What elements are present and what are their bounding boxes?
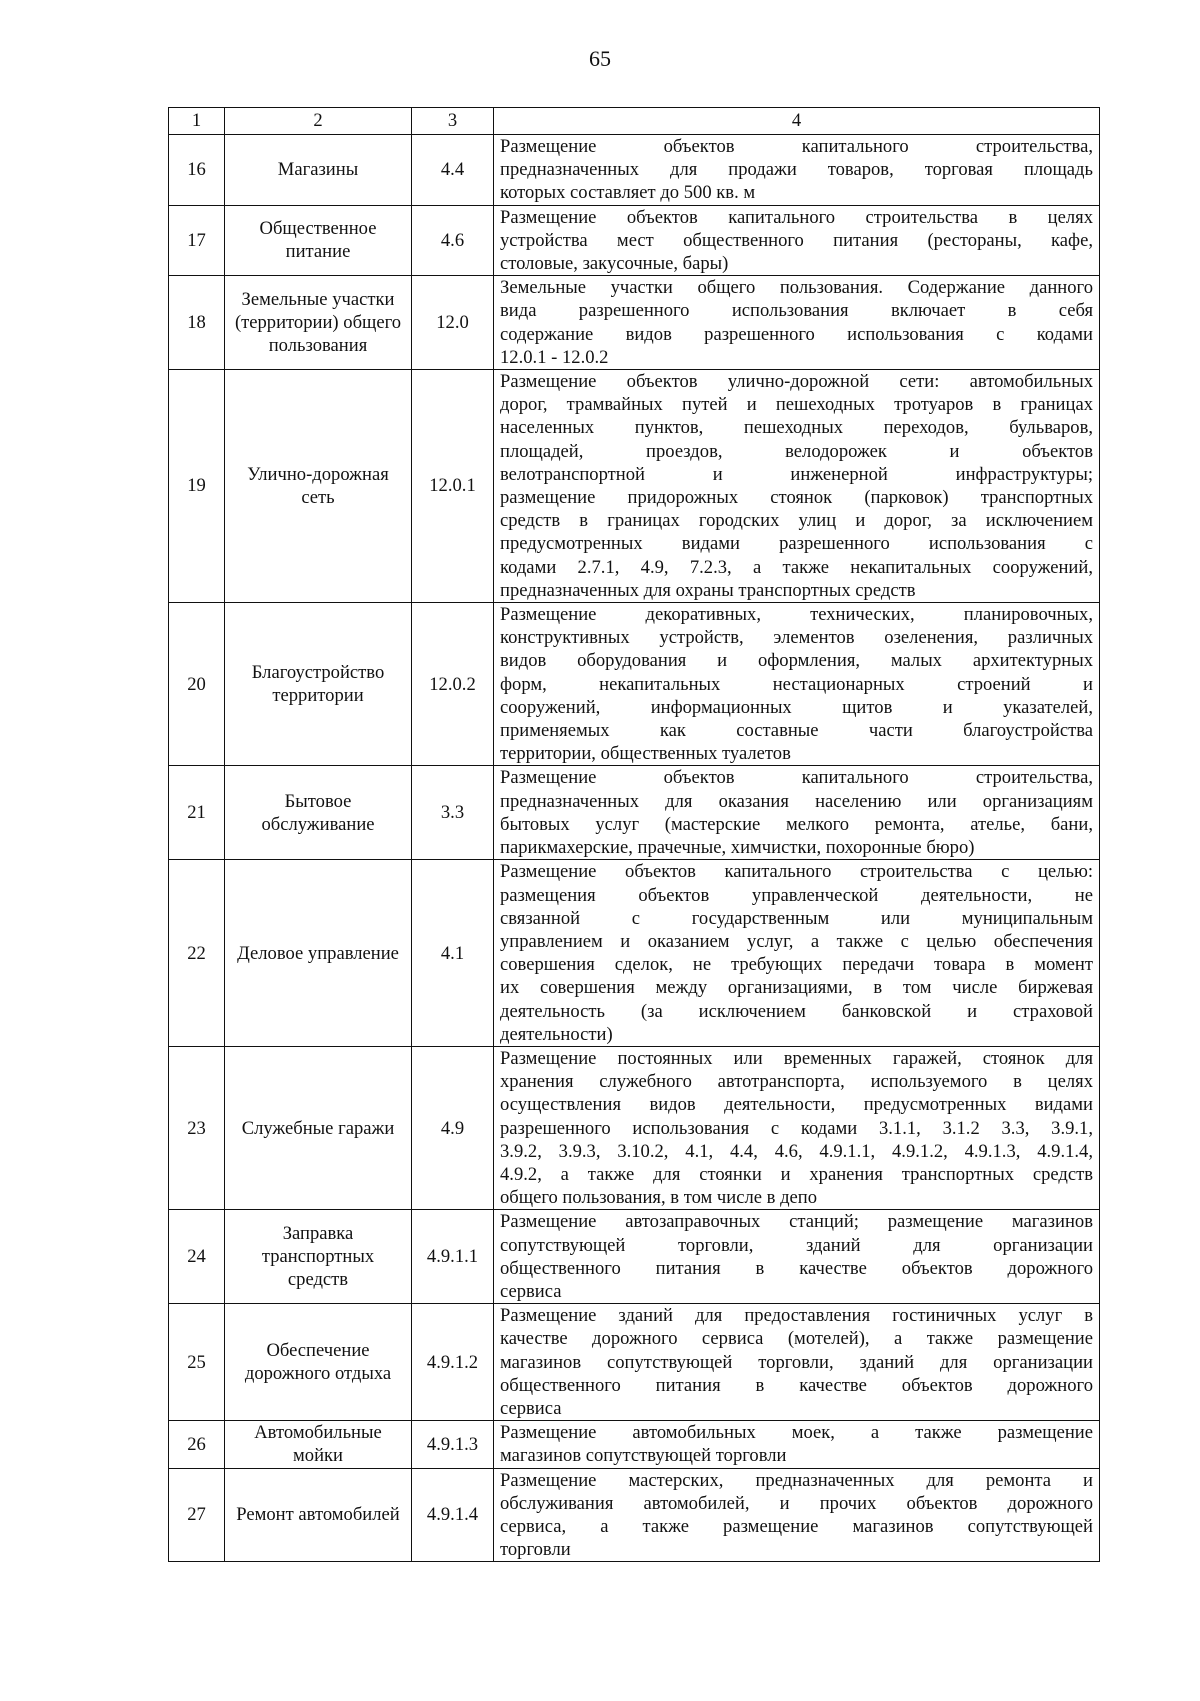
land-use-description: [494, 1304, 1100, 1421]
description-line: сервиса, а также размещение магазинов сопутствующей: [500, 1515, 1093, 1537]
description-line: Размещение зданий для предоставления гостиничных услуг в: [500, 1305, 1093, 1327]
description-line: Размещение объектов капитального строительства,: [500, 767, 1093, 789]
description-line: видов оборудования и оформления, малых архитектурных: [500, 650, 1093, 672]
table-row: [169, 1421, 1100, 1468]
land-use-description: [494, 1046, 1100, 1209]
land-use-description: [494, 370, 1100, 603]
table-header-row: [169, 108, 1100, 135]
description-line: Размещение декоративных, технических, планировочных,: [500, 604, 1093, 626]
description-line: территории, общественных туалетов: [500, 743, 791, 765]
description-line: 4.9.2, а также для стоянки и хранения транспортных средств: [500, 1163, 1093, 1185]
table-row: [169, 1304, 1100, 1421]
description-line: общественного питания в качестве объектов дорожного: [500, 1374, 1093, 1396]
description-line: сервиса: [500, 1397, 562, 1419]
description-line: столовые, закусочные, бары): [500, 253, 729, 275]
row-number: 25: [169, 1304, 225, 1421]
description-line: Размещение автомобильных моек, а также размещение: [500, 1422, 1093, 1444]
land-use-code: 4.9.1.3: [412, 1421, 494, 1468]
land-use-code: 4.9: [412, 1046, 494, 1209]
row-number: 22: [169, 860, 225, 1047]
header-col-4: 4: [494, 108, 1100, 135]
land-use-name: Улично-дорожная сеть: [225, 370, 412, 603]
description-line: хранения служебного автотранспорта, используемого в целях: [500, 1071, 1093, 1093]
land-use-name: Заправка транспортных средств: [225, 1210, 412, 1304]
land-use-code: 4.9.1.4: [412, 1468, 494, 1562]
table-row: [169, 1468, 1100, 1562]
land-use-description: [494, 1210, 1100, 1304]
land-use-code: 12.0.2: [412, 603, 494, 766]
description-line: размещение придорожных стоянок (парковок) транспортных: [500, 487, 1093, 509]
description-line: магазинов сопутствующей торговли: [500, 1445, 787, 1467]
land-use-code: 4.9.1.2: [412, 1304, 494, 1421]
row-number: 24: [169, 1210, 225, 1304]
description-line: 3.9.2, 3.9.3, 3.10.2, 4.1, 4.4, 4.6, 4.9.1.1, 4.9.1.2, 4.9.1.3, 4.9.1.4,: [500, 1140, 1093, 1162]
row-number: 16: [169, 135, 225, 206]
header-col-2: 2: [225, 108, 412, 135]
header-col-1: 1: [169, 108, 225, 135]
table-row: [169, 205, 1100, 276]
table-row: [169, 276, 1100, 370]
description-line: осуществления видов деятельности, предусмотренных видами: [500, 1094, 1093, 1116]
table-row: [169, 766, 1100, 860]
land-use-description: [494, 135, 1100, 206]
description-line: деятельность (за исключением банковской и страховой: [500, 1000, 1093, 1022]
land-use-description: [494, 1421, 1100, 1468]
row-number: 23: [169, 1046, 225, 1209]
description-line: форм, некапитальных нестационарных строений и: [500, 673, 1093, 695]
land-use-code: 4.6: [412, 205, 494, 276]
description-line: применяемых как составные части благоустройства: [500, 720, 1093, 742]
description-line: размещения объектов управленческой деятельности, не: [500, 884, 1093, 906]
description-line: конструктивных устройств, элементов озеленения, различных: [500, 627, 1093, 649]
land-use-name: Обеспечение дорожного отдыха: [225, 1304, 412, 1421]
description-line: предназначенных для оказания населению или организациям: [500, 790, 1093, 812]
land-use-name: Земельные участки (территории) общего пользования: [225, 276, 412, 370]
description-line: предназначенных для охраны транспортных средств: [500, 579, 916, 601]
description-line: предназначенных для продажи товаров, торговая площадь: [500, 159, 1093, 181]
table-row: [169, 1210, 1100, 1304]
description-line: дорог, трамвайных путей и пешеходных тротуаров в границах: [500, 394, 1093, 416]
description-line: обслуживания автомобилей, и прочих объектов дорожного: [500, 1492, 1093, 1514]
description-line: совершения сделок, не требующих передачи товара в момент: [500, 954, 1093, 976]
description-line: торговли: [500, 1539, 571, 1561]
row-number: 17: [169, 205, 225, 276]
land-use-description: [494, 1468, 1100, 1562]
land-use-name: Общественное питание: [225, 205, 412, 276]
land-use-code: 4.1: [412, 860, 494, 1047]
description-line: общего пользования, в том числе в депо: [500, 1187, 818, 1209]
row-number: 19: [169, 370, 225, 603]
land-use-code: 4.9.1.1: [412, 1210, 494, 1304]
description-line: бытовых услуг (мастерские мелкого ремонта, ателье, бани,: [500, 813, 1093, 835]
description-line: средств в границах городских улиц и дорог, за исключением: [500, 510, 1093, 532]
description-line: парикмахерские, прачечные, химчистки, похоронные бюро): [500, 837, 975, 859]
description-line: качестве дорожного сервиса (мотелей), а также размещение: [500, 1328, 1093, 1350]
description-line: Размещение мастерских, предназначенных для ремонта и: [500, 1469, 1093, 1491]
land-use-description: [494, 603, 1100, 766]
description-line: 12.0.1 - 12.0.2: [500, 346, 609, 368]
description-line: Размещение объектов капитального строительства,: [500, 136, 1093, 157]
description-line: Размещение постоянных или временных гаражей, стоянок для: [500, 1047, 1093, 1069]
land-use-name: Деловое управление: [225, 860, 412, 1047]
land-use-name: Служебные гаражи: [225, 1046, 412, 1209]
description-line: деятельности): [500, 1023, 613, 1045]
land-use-description: [494, 766, 1100, 860]
page-number: 65: [589, 46, 611, 71]
land-use-code: 4.4: [412, 135, 494, 206]
description-line: Размещение объектов капитального строительства в целях: [500, 206, 1093, 228]
land-use-description: [494, 276, 1100, 370]
land-use-name: Ремонт автомобилей: [225, 1468, 412, 1562]
description-line: общественного питания в качестве объектов дорожного: [500, 1257, 1093, 1279]
description-line: кодами 2.7.1, 4.9, 7.2.3, а также некапитальных сооружений,: [500, 556, 1093, 578]
description-line: Размещение автозаправочных станций; размещение магазинов: [500, 1211, 1093, 1233]
description-line: содержание видов разрешенного использования с кодами: [500, 323, 1093, 345]
row-number: 18: [169, 276, 225, 370]
row-number: 26: [169, 1421, 225, 1468]
description-line: сопутствующей торговли, зданий для организации: [500, 1234, 1093, 1256]
description-line: управлением и оказанием услуг, а также с целью обеспечения: [500, 930, 1093, 952]
description-line: связанной с государственным или муниципальным: [500, 907, 1093, 929]
land-use-name: Благоустройство территории: [225, 603, 412, 766]
land-use-name: Автомобильные мойки: [225, 1421, 412, 1468]
description-line: разрешенного использования с кодами 3.1.1, 3.1.2 3.3, 3.9.1,: [500, 1117, 1093, 1139]
table-row: [169, 1046, 1100, 1209]
table-row: [169, 135, 1100, 206]
description-line: Земельные участки общего пользования. Содержание данного: [500, 277, 1093, 299]
row-number: 20: [169, 603, 225, 766]
table-row: [169, 370, 1100, 603]
description-line: их совершения между организациями, в том числе биржевая: [500, 977, 1093, 999]
land-use-description: [494, 860, 1100, 1047]
description-line: вида разрешенного использования включает в себя: [500, 300, 1093, 322]
row-number: 27: [169, 1468, 225, 1562]
table-row: [169, 603, 1100, 766]
description-line: сервиса: [500, 1280, 562, 1302]
land-use-code: 3.3: [412, 766, 494, 860]
land-use-code: 12.0: [412, 276, 494, 370]
description-line: населенных пунктов, пешеходных переходов, бульваров,: [500, 417, 1093, 439]
description-line: магазинов сопутствующей торговли, зданий для организации: [500, 1351, 1093, 1373]
description-line: сооружений, информационных щитов и указателей,: [500, 696, 1093, 718]
land-use-name: Магазины: [225, 135, 412, 206]
table-row: [169, 860, 1100, 1047]
land-use-table: [168, 107, 1100, 1562]
description-line: предусмотренных видами разрешенного использования с: [500, 533, 1093, 555]
description-line: которых составляет до 500 кв. м: [500, 182, 756, 204]
description-line: устройства мест общественного питания (рестораны, кафе,: [500, 229, 1093, 251]
header-col-3: 3: [412, 108, 494, 135]
row-number: 21: [169, 766, 225, 860]
land-use-name: Бытовое обслуживание: [225, 766, 412, 860]
land-use-code: 12.0.1: [412, 370, 494, 603]
description-line: велотранспортной и инженерной инфраструктуры;: [500, 463, 1093, 485]
land-use-description: [494, 205, 1100, 276]
description-line: Размещение объектов капитального строительства с целью:: [500, 861, 1093, 883]
description-line: Размещение объектов улично-дорожной сети: автомобильных: [500, 371, 1093, 393]
description-line: площадей, проездов, велодорожек и объектов: [500, 440, 1093, 462]
